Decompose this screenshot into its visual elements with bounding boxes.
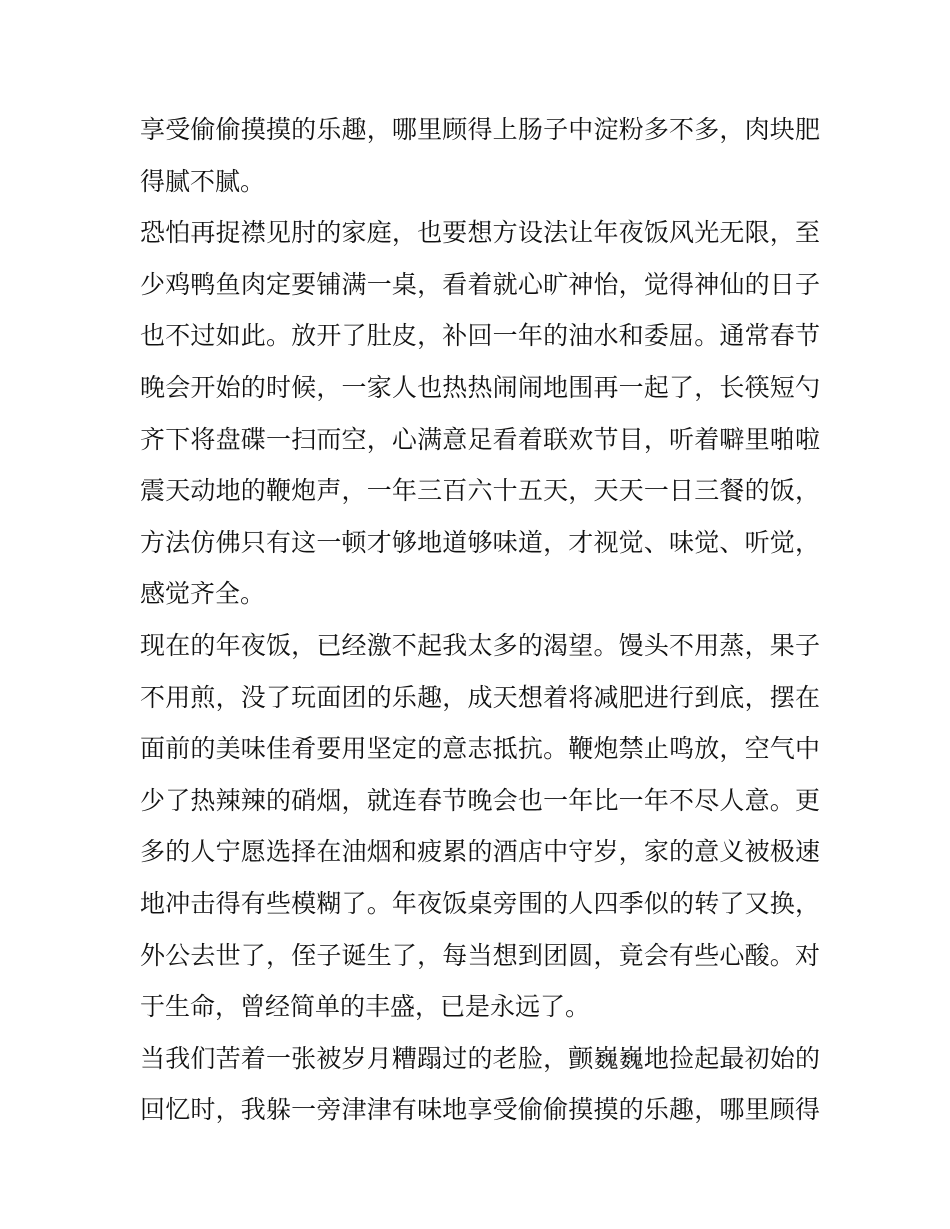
text-line: 方法仿佛只有这一顿才够地道够味道，才视觉、味觉、听觉，	[140, 527, 820, 557]
text-line: 面前的美味佳肴要用坚定的意志抵抗。鞭炮禁止鸣放，空气中	[140, 734, 820, 764]
text-line: 于生命，曾经简单的丰盛，已是永远了。	[140, 992, 591, 1022]
text-line: 享受偷偷摸摸的乐趣，哪里顾得上肠子中淀粉多不多，肉块肥	[140, 115, 820, 144]
article-body	[140, 104, 820, 1136]
text-line: 齐下将盘碟一扫而空，心满意足看着联欢节目，听着噼里啪啦	[140, 424, 820, 454]
text-line: 也不过如此。放开了肚皮，补回一年的油水和委屈。通常春节	[140, 321, 820, 351]
text-line: 地冲击得有些模糊了。年夜饭桌旁围的人四季似的转了又换，	[140, 888, 820, 918]
text-line: 现在的年夜饭，已经激不起我太多的渴望。馒头不用蒸，果子	[140, 630, 820, 660]
text-line: 多的人宁愿选择在油烟和疲累的酒店中守岁，家的意义被极速	[140, 837, 820, 867]
text-line: 震天动地的鞭炮声，一年三百六十五天，天天一日三餐的饭，	[140, 476, 820, 506]
text-line: 得腻不腻。	[140, 166, 266, 196]
text-line: 少了热辣辣的硝烟，就连春节晚会也一年比一年不尽人意。更	[140, 785, 820, 815]
text-line: 恐怕再捉襟见肘的家庭，也要想方设法让年夜饭风光无限，至	[140, 218, 820, 248]
text-line: 少鸡鸭鱼肉定要铺满一桌，看着就心旷神怡，觉得神仙的日子	[140, 269, 820, 299]
text-line: 感觉齐全。	[140, 579, 266, 609]
text-line: 外公去世了，侄子诞生了，每当想到团圆，竟会有些心酸。对	[140, 940, 820, 970]
text-line: 当我们苦着一张被岁月糟蹋过的老脸，颤巍巍地捡起最初始的	[140, 1043, 820, 1073]
text-line: 回忆时，我躲一旁津津有味地享受偷偷摸摸的乐趣，哪里顾得	[140, 1095, 820, 1125]
text-line: 晚会开始的时候，一家人也热热闹闹地围再一起了，长筷短勺	[140, 372, 820, 402]
text-line: 不用煎，没了玩面团的乐趣，成天想着将减肥进行到底，摆在	[140, 682, 820, 712]
